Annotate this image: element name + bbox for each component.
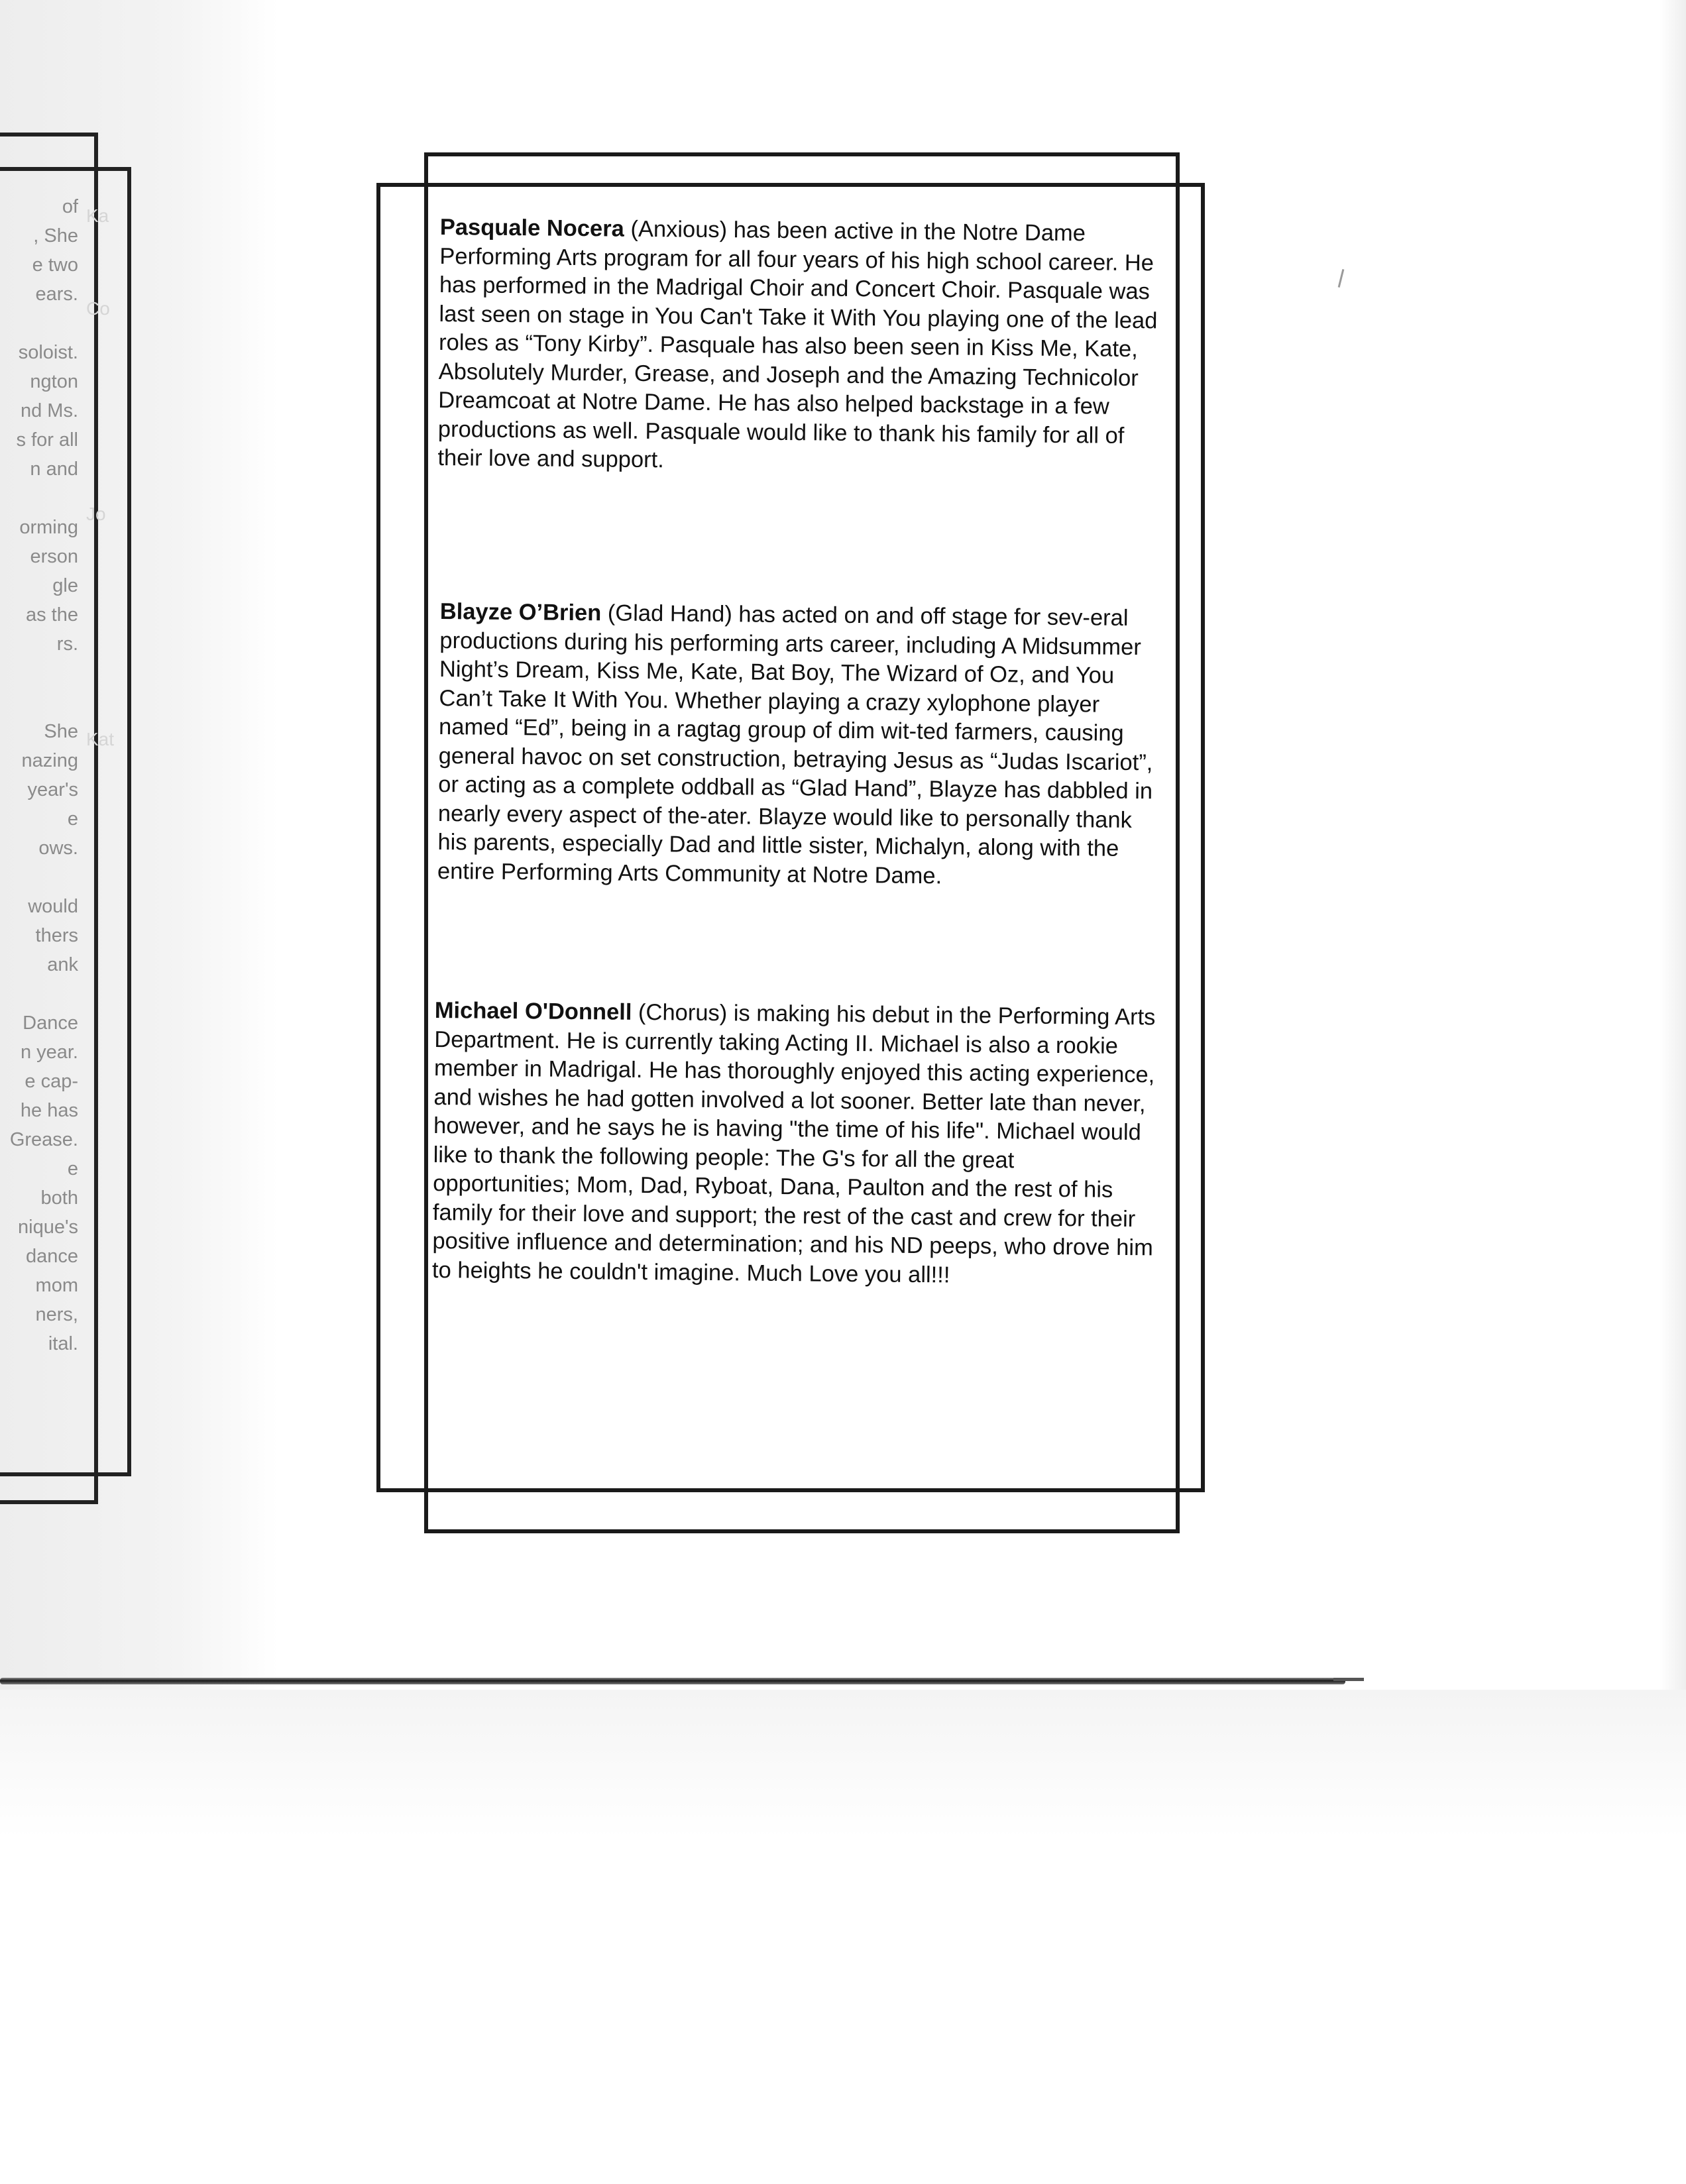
- left-page-fragment-line: ngton: [30, 371, 78, 392]
- left-page-fragment-line: [0, 484, 78, 513]
- bio-name: Michael O'Donnell: [434, 997, 632, 1025]
- left-page-fragment-line: ank: [47, 954, 78, 975]
- left-page-fragment-line: [0, 863, 78, 892]
- left-page-fragment-line: both: [40, 1187, 78, 1209]
- left-page-fragment-line: e: [67, 808, 78, 830]
- left-page-text-fragments: [0, 192, 78, 1358]
- page-corner-edge: [1333, 1678, 1364, 1681]
- left-page-fragment-line: rs.: [56, 633, 78, 655]
- left-page-fragment-line: ears.: [35, 284, 78, 305]
- bleed-through-glyph: Ka: [86, 205, 109, 226]
- left-page-fragment-line: ital.: [48, 1333, 78, 1354]
- left-page-fragment-line: n year.: [20, 1042, 78, 1063]
- bio-michael-odonnell: [432, 997, 1157, 1291]
- left-page-fragment-line: gle: [52, 575, 78, 596]
- bio-name: Pasquale Nocera: [439, 214, 625, 242]
- bleed-through-glyph: Co: [86, 298, 110, 319]
- left-page-fragment-line: year's: [27, 779, 78, 800]
- scan-mark: [1338, 269, 1345, 288]
- left-page-fragment-line: Grease.: [9, 1129, 78, 1150]
- left-page-fragment-line: orming: [19, 517, 78, 538]
- left-page-fragment-line: nd Ms.: [20, 400, 78, 421]
- left-page-fragment-line: nazing: [21, 750, 78, 771]
- bio-pasquale-nocera: [437, 213, 1162, 480]
- left-page-fragment-line: e cap-: [25, 1071, 78, 1092]
- left-page-fragment-line: of: [62, 196, 78, 217]
- left-page-fragment-line: mom: [35, 1275, 78, 1296]
- left-page-fragment-line: e: [67, 1158, 78, 1179]
- left-page-fragment-line: thers: [35, 925, 78, 946]
- bio-name: Blayze O’Brien: [439, 598, 602, 626]
- left-page-fragment-line: e two: [32, 254, 78, 276]
- left-page-fragment-line: ows.: [38, 838, 78, 859]
- left-page-fragment-line: n and: [30, 459, 78, 480]
- left-page-fragment-line: , She: [33, 225, 78, 246]
- left-page-fragment-line: nique's: [18, 1217, 78, 1238]
- left-page-fragment-line: [0, 309, 78, 338]
- left-page-fragment-line: he has: [20, 1100, 78, 1121]
- bio-text: (Chorus) is making his debut in the Performing Arts Department. He is currently taking Acting II. Michael is also a rookie member in Madrigal. He has thoroughly enjoyed this acting experience, and wishes he had gotten involved a lot sooner. Better late than never, however, and he says he is having "the time of his life". Michael would like to thank the following people: The G's for all the great opportunities; Mom, Dad, Ryboat, Dana, Paulton and the rest of his family for their love and support; the rest of the cast and crew for their positive influence and determination; and his ND peeps, who drove him to heights he couldn't imagine. Much Love you all!!!: [431, 999, 1156, 1287]
- bio-blayze-obrien: [437, 598, 1162, 893]
- scan-bottom-area: [0, 1690, 1686, 2184]
- left-page-fragment-line: [0, 659, 78, 688]
- left-page-fragment-line: She: [44, 721, 78, 742]
- bleed-through-glyph: Jo: [86, 504, 106, 524]
- left-page-fragment-line: [0, 979, 78, 1009]
- left-page-fragment-line: s for all: [16, 429, 78, 451]
- bio-text: (Anxious) has been active in the Notre Dame Performing Arts program for all four years of his high school career. He has performed in the Madrigal Choir and Concert Choir. Pasquale was last seen on stage in You Can't Take it With You playing one of the lead roles as “Tony Kirby”. Pasquale has also been seen in Kiss Me, Kate, Absolutely Murder, Grease, and Joseph and the Amazing Technicolor Dreamcoat at Notre Dame. He has also helped backstage in a few productions as well. Pasquale would like to thank his family for all of their love and support.: [437, 216, 1158, 473]
- bleed-through-glyph: Kat: [86, 729, 115, 749]
- left-page-fragment-line: soloist.: [18, 342, 78, 363]
- left-page-fragment-line: would: [28, 896, 78, 917]
- left-page-fragment-line: Dance: [23, 1012, 78, 1034]
- page-bottom-edge: [0, 1678, 1345, 1684]
- left-page-fragment-line: erson: [30, 546, 78, 567]
- left-page-fragment-line: dance: [25, 1246, 78, 1267]
- page-edge-shadow: [1659, 0, 1686, 1696]
- left-page-fragment-line: as the: [26, 604, 78, 626]
- left-page-fragment-line: [0, 688, 78, 717]
- left-page-fragment-line: ners,: [35, 1304, 78, 1325]
- bio-text: (Glad Hand) has acted on and off stage for sev-eral productions during his performing arts career, including A Midsummer Night’s Dream, Kiss Me, Kate, Bat Boy, The Wizard of Oz, and You Can’t Take It With You. Whether playing a crazy xylophone player named “Ed”, being in a ragtag group of dim wit-ted farmers, causing general havoc on set construction, betraying Jesus as “Judas Iscariot”, or acting as a complete oddball as “Glad Hand”, Blayze has dabbled in nearly every aspect of the-ater. Blayze would like to personally thank his parents, especially Dad and little sister, Michalyn, along with the entire Performing Arts Community at Notre Dame.: [437, 600, 1153, 889]
